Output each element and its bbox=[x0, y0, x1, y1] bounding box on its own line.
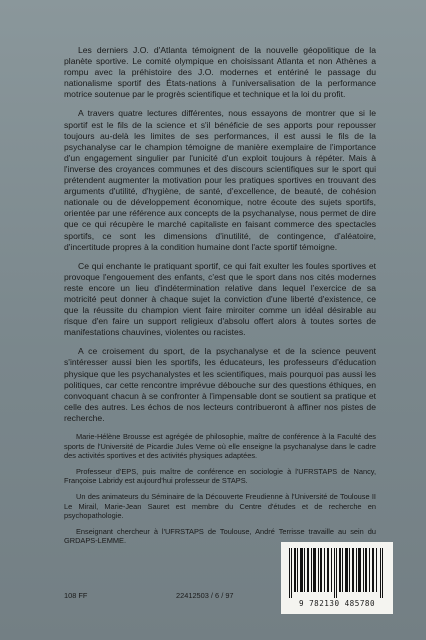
barcode-bars-icon bbox=[287, 548, 387, 598]
paragraph-2: A travers quatre lectures différentes, nous essayons de montrer que si le sportif est le fils de la science et s'il bénéficie de ses apports pour repousser toujours au-delà les limites de ses performances, il est aussi le fils de la psychanalyse car le champion témoigne de manière exemplaire de l'importance d'un engagement singulier par l'unicité d'un exploit toujours à répéter. Mais à l'inverse des croyances communes et des discours scientifiques sur le sport qui prétendent augmenter la motivation pour les pratiques sportives en trouvant des arguments d'utilité, d'hygiène, de santé, d'excellence, de beauté, de cohésion nationale ou de développement économique, notre écoute des sujets sportifs, orientée par une référence aux concepts de la psychanalyse, nous permet de dire que ce qui récupère le marché capitaliste en faisant commerce des spectacles sportifs, ce sont les dimensions d'inutilité, de contingence, d'aléatoire, d'incertitude propres à la condition humaine dont l'acte sportif témoigne. bbox=[64, 108, 376, 252]
paragraph-1: Les derniers J.O. d'Atlanta témoignent de la nouvelle géopolitique de la planète sportive. Le comité olympique en choisissant Atlanta et non Athènes a rompu avec la préhistoire des J.O. modernes et entériné le passage du nationalisme sportif des États-nations à l'universalisation de la performance motrice soutenue par le progrès scientifique et technique et la loi du profit. bbox=[64, 45, 376, 100]
publisher-code: 22412503 / 6 / 97 bbox=[176, 591, 234, 600]
author-bios bbox=[64, 432, 376, 552]
barcode bbox=[281, 542, 393, 614]
paragraph-3: Ce qui enchante le pratiquant sportif, ce qui fait exulter les foules sportives et provoque l'engouement des enfants, c'est que le sport dans nos cités modernes reste encore un lieu d'indétermination relative dans lequel l'exercice de sa motricité peut donner à chaque sujet la conviction d'une liberté d'existence, ce que la réussite du champion vient faire miroiter comme un idéal désirable au risque d'en faire un support religieux d'absolu offert alors à toutes sortes de manifestations chauvines, violentes ou racistes. bbox=[64, 260, 376, 338]
bio-labridy: Professeur d'EPS, puis maître de conférence en sociologie à l'UFRSTAPS de Nancy, Françoise Labridy est aujourd'hui professeur de STAPS. bbox=[64, 466, 376, 486]
price: 108 FF bbox=[64, 591, 88, 600]
bio-brousse: Marie-Hélène Brousse est agrégée de philosophie, maître de conférence à la Faculté des sports de l'Université de Picardie Jules Verne où elle enseigne la psychanalyse dans le cadre des activités sportives et des activités physiques adaptées. bbox=[64, 432, 376, 461]
barcode-digits: 9 782130 485780 bbox=[298, 599, 376, 608]
bio-terrisse: Enseignant chercheur à l'UFRSTAPS de Toulouse, André Terrisse travaille au sein du GRDAPS-LEMME. bbox=[64, 526, 376, 546]
bio-sauret: Un des animateurs du Séminaire de la Découverte Freudienne à l'Université de Toulouse II Le Mirail, Marie-Jean Sauret est membre du Centre d'études et de recherche en psychopathologie. bbox=[64, 491, 376, 521]
paragraph-4: A ce croisement du sport, de la psychanalyse et de la science peuvent s'intéresser aussi bien les sportifs, les éducateurs, les professeurs d'éducation physique que les psychanalystes et les scientifiques, mais pourquoi pas aussi les politiques, car cette rencontre imprévue débouche sur des questions éthiques, en convoquant chacun à se confronter à l'impensable dont se soutient sa pratique et celle des autres. Les échos de nos lecteurs contribueront à affiner nos pistes de recherche. bbox=[64, 346, 376, 423]
main-text bbox=[64, 45, 376, 432]
